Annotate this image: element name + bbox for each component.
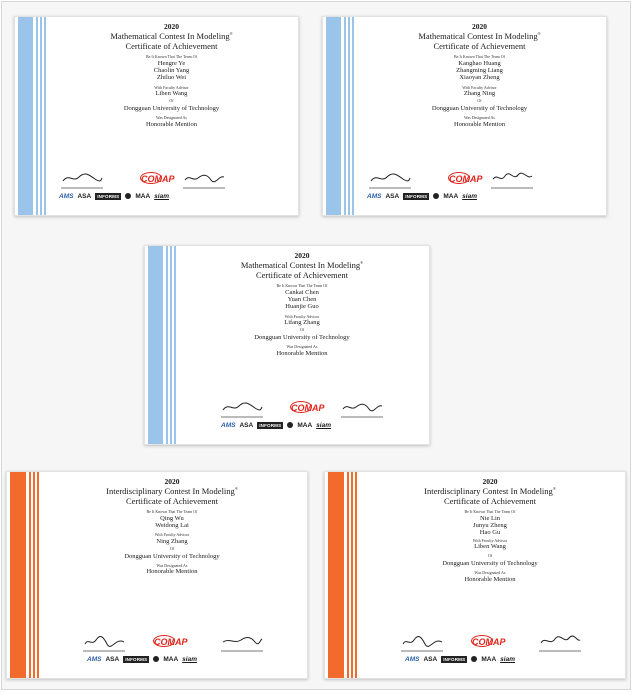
sponsor-logos <box>59 191 290 201</box>
ams-logo: AMS <box>59 192 74 200</box>
registered-mark: ® <box>552 486 556 492</box>
certificate-4 <box>6 471 308 679</box>
year: 2020 <box>472 22 487 31</box>
stripe-band <box>323 17 355 215</box>
designation: Honorable Mention <box>464 575 516 583</box>
contest-name: Mathematical Contest In Modeling® <box>110 31 233 42</box>
advisor-label: With Faculty Advisor <box>154 84 189 90</box>
signature-judge <box>539 634 581 648</box>
siam-logo: siam <box>154 192 169 200</box>
signature-director <box>83 634 125 648</box>
team-member: Cankai Chen <box>285 288 319 296</box>
ams-logo: AMS <box>367 192 382 200</box>
team-member: Weidong Lai <box>155 522 189 530</box>
signature-judge <box>491 171 533 185</box>
informs-logo: INFORMS <box>259 422 282 428</box>
sponsor-logos <box>221 420 421 430</box>
maa-logo: MAA <box>297 421 313 429</box>
signature-row <box>371 634 617 648</box>
designated-label: Was Designated As <box>286 344 318 350</box>
certificate-body <box>51 17 292 215</box>
known-label: Be It Known That The Team Of <box>453 54 506 60</box>
year: 2020 <box>164 477 180 486</box>
team-member: Huanjie Guo <box>285 303 319 311</box>
signature-row <box>191 400 421 414</box>
certificate-title: Certificate of Achievement <box>433 40 526 51</box>
known-label: Be It Known That The Team Of <box>464 509 516 515</box>
designation: Honorable Mention <box>146 568 198 576</box>
known-label: Be It Known That The Team Of <box>276 283 328 289</box>
advisor-name: Ning Zhang <box>156 537 188 545</box>
informs-logo: INFORMS <box>405 193 428 199</box>
maa-logo: MAA <box>481 655 497 663</box>
signature-row <box>61 171 290 185</box>
university: Dongguan University of Technology <box>431 104 528 112</box>
maa-logo: MAA <box>443 192 459 200</box>
comap-logo: COMAP <box>449 174 483 184</box>
team-member: Hao Gu <box>479 529 501 537</box>
team-member: Yuan Chen <box>287 296 317 304</box>
signature-director <box>61 171 103 185</box>
signature-director <box>369 171 411 185</box>
contest-name: Mathematical Contest In Modeling® <box>418 31 541 42</box>
registered-mark: ® <box>229 31 233 37</box>
designation: Honorable Mention <box>276 349 328 357</box>
year: 2020 <box>164 22 179 31</box>
comap-logo: COMAP <box>141 174 175 184</box>
team-member: Chaolin Yang <box>153 67 190 75</box>
comap-logo: COMAP <box>154 637 188 647</box>
comap-logo: COMAP <box>291 403 325 413</box>
ams-logo: AMS <box>405 655 420 663</box>
asa-logo: ASA <box>105 655 120 663</box>
designated-label: Was Designated As <box>156 562 188 568</box>
team-member: Kanghao Huang <box>458 59 501 67</box>
signature-director <box>401 634 443 648</box>
known-label: Be It Known That The Team Of <box>145 54 198 60</box>
year: 2020 <box>294 251 310 260</box>
university: Dongguan University of Technology <box>123 104 220 112</box>
certificate-1 <box>14 16 299 216</box>
comap-logo: COMAP <box>472 637 506 647</box>
signature-judge <box>183 171 225 185</box>
contest-name: Interdisciplinary Contest In Modeling® <box>106 486 238 497</box>
sponsor-logos <box>405 654 617 664</box>
sponsor-logos <box>87 654 299 664</box>
advisor-label: With Faculty Advisor <box>472 537 508 543</box>
signature-director <box>221 400 263 414</box>
certificate-title: Certificate of Achievement <box>125 495 219 506</box>
signature-judge <box>341 400 383 414</box>
stripe-band <box>145 246 177 444</box>
team-member: Hengre Ye <box>157 59 186 67</box>
ams-logo: AMS <box>87 655 102 663</box>
university: Dongguan University of Technology <box>442 559 538 567</box>
document-frame <box>1 1 631 690</box>
maa-emblem-icon <box>287 422 293 428</box>
advisor-name: Lifang Zhang <box>284 319 320 327</box>
team-member: Junyu Zheng <box>473 522 507 530</box>
siam-logo: siam <box>500 655 515 663</box>
maa-emblem-icon <box>153 656 159 662</box>
informs-logo: INFORMS <box>125 656 148 662</box>
known-label: Be It Known That The Team Of <box>146 509 198 515</box>
maa-emblem-icon <box>125 193 131 199</box>
certificate-body <box>359 17 600 215</box>
advisor-name: Liben Wang <box>474 543 506 551</box>
of-label: Of <box>477 98 482 104</box>
signature-judge <box>221 634 263 648</box>
stripe-band <box>7 472 39 678</box>
advisor-label: With Faculty Advisor <box>462 84 497 90</box>
maa-logo: MAA <box>135 192 151 200</box>
siam-logo: siam <box>316 421 331 429</box>
maa-emblem-icon <box>433 193 439 199</box>
advisor-label: With Faculty Advisor <box>284 313 320 319</box>
asa-logo: ASA <box>77 192 92 200</box>
team-member: Nie Lin <box>479 514 501 522</box>
designation: Honorable Mention <box>145 120 198 128</box>
advisor-name: Liben Wang <box>155 90 188 98</box>
registered-mark: ® <box>360 260 364 266</box>
of-label: Of <box>169 546 175 552</box>
maa-emblem-icon <box>471 656 477 662</box>
asa-logo: ASA <box>385 192 400 200</box>
asa-logo: ASA <box>239 421 254 429</box>
stripe-band <box>15 17 47 215</box>
siam-logo: siam <box>182 655 197 663</box>
certificate-3 <box>144 245 430 445</box>
maa-logo: MAA <box>163 655 179 663</box>
of-label: Of <box>299 327 305 333</box>
university: Dongguan University of Technology <box>254 333 350 341</box>
year: 2020 <box>482 477 498 486</box>
designation: Honorable Mention <box>453 120 506 128</box>
contest-name: Mathematical Contest In Modeling® <box>240 260 364 271</box>
advisor-label: With Faculty Advisor <box>154 532 190 538</box>
certificate-title: Certificate of Achievement <box>125 40 218 51</box>
of-label: Of <box>169 98 174 104</box>
informs-logo: INFORMS <box>443 656 466 662</box>
signature-row <box>369 171 598 185</box>
contest-name: Interdisciplinary Contest In Modeling® <box>424 486 556 497</box>
designated-label: Was Designated As <box>155 115 187 121</box>
team-member: Qing Wu <box>160 514 184 522</box>
informs-logo: INFORMS <box>97 193 120 199</box>
advisor-name: Zhang Ning <box>463 90 496 98</box>
certificate-title: Certificate of Achievement <box>443 495 537 506</box>
registered-mark: ® <box>537 31 541 37</box>
designated-label: Was Designated As <box>463 115 495 121</box>
team-member: Zhiluo Wei <box>156 74 187 82</box>
certificate-body <box>181 246 423 444</box>
team-member: Zhangming Liang <box>456 67 503 75</box>
ams-logo: AMS <box>221 421 236 429</box>
asa-logo: ASA <box>423 655 438 663</box>
certificate-title: Certificate of Achievement <box>255 269 349 280</box>
signature-row <box>53 634 299 648</box>
university: Dongguan University of Technology <box>124 552 220 560</box>
team-member: Xiaoyan Zheng <box>459 74 500 82</box>
registered-mark: ® <box>234 486 238 492</box>
designated-label: Was Designated As <box>474 570 506 576</box>
certificate-5 <box>324 471 626 679</box>
of-label: Of <box>487 553 493 559</box>
sponsor-logos <box>367 191 598 201</box>
siam-logo: siam <box>462 192 477 200</box>
stripe-band <box>325 472 357 678</box>
certificate-2 <box>322 16 607 216</box>
